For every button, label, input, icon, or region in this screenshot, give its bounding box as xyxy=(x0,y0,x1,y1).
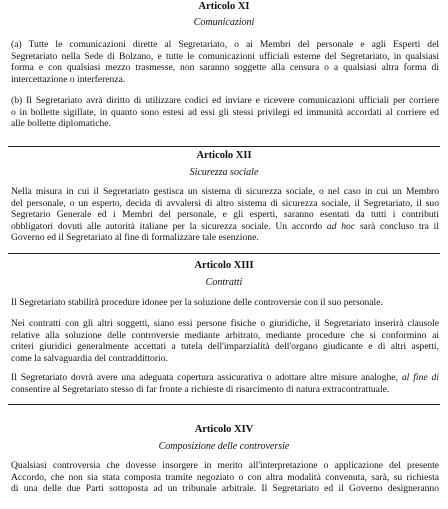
text-line: (b) Il Segretariato avrà diritto di utilizzare codici ed inviare e ricevere comunicazioni ufficiali per corriere xyxy=(11,95,439,106)
section-divider xyxy=(8,253,440,254)
text-line: Segretariato nella Sede di Bolzano, e tutte le comunicazioni ufficiali esterne del Segretariato, in qualsiasi xyxy=(11,50,439,62)
article-12-paragraph xyxy=(11,186,439,244)
article-14-paragraph xyxy=(11,460,439,495)
text-line: Segretario Generale ed i Membri del personale, e gli esperti, saranno esentati da tutti i contributi xyxy=(11,209,439,221)
article-11-paragraph-b xyxy=(11,95,439,130)
article-14-subtitle: Composizione delle controversie xyxy=(158,441,290,452)
article-11-title: Articolo XI xyxy=(198,1,250,12)
text-line: consentire al Segretariato stesso di far fronte a richieste di risarcimento di natura extracontrattuale. xyxy=(11,383,390,395)
section-divider xyxy=(8,146,440,147)
article-11-subtitle: Comunicazioni xyxy=(193,17,255,28)
text-line: forma e con qualsiasi mezzo trasmesse, non saranno soggette alla censura o a qualsiasi altra forma di xyxy=(11,62,439,74)
text-line xyxy=(11,221,439,233)
text-line: del personale, o un esperto, decida di avvalersi di altro sistema di sicurezza sociale, il Segretariato, il suo xyxy=(11,197,439,209)
article-13-paragraph-1 xyxy=(11,297,439,309)
text-line: intercettazione o interferenza. xyxy=(11,73,126,85)
article-12-title: Articolo XII xyxy=(196,150,252,161)
text-line: relative alla soluzione delle controversie mediante arbitrato, mediante procedure che si conformino ai xyxy=(11,329,439,341)
text-line: (a) Tutte le comunicazioni dirette al Segretariato, o ai Membri del personale e agli Esperti del xyxy=(11,39,439,50)
text-line: di una delle due Parti sottoposta ad un tribunale arbitrale. Il Segretariato ed il Governo designeranno xyxy=(11,483,439,495)
text-line: come la salvaguardia del contraddittorio. xyxy=(11,352,168,364)
text-line: o in bollette sigillate, in quanto sono estesi ad essi gli stessi privilegi ed immunità accordati al corriere ed xyxy=(11,106,439,118)
text-line: Nei contratti con gli altri soggetti, siano essi persone fisiche o giuridiche, il Segretariato inserirà clausole xyxy=(11,318,439,329)
text-line: Qualsiasi controversia che dovesse insorgere in merito all'interpretazione o applicazione del presente xyxy=(11,460,439,471)
emphasis-text: ad hoc xyxy=(326,220,356,232)
text-line: Nella misura in cui il Segretariato gestisca un sistema di sicurezza sociale, o nel caso in cui un Membro xyxy=(11,186,439,197)
article-11-paragraph-a xyxy=(11,39,439,85)
section-divider xyxy=(8,404,440,405)
article-13-paragraph-3 xyxy=(11,372,439,395)
text-line: Accordo, che non sia stata composta tramite negoziato o con altra modalità convenuta, sarà, su richiesta xyxy=(11,471,439,483)
text-run: Il Segretariato dovrà avere una adeguata copertura assicurativa o adottare altre misure analoghe, xyxy=(11,372,398,383)
article-12-subtitle: Sicurezza sociale xyxy=(189,167,259,178)
article-13-paragraph-2 xyxy=(11,318,439,364)
emphasis-text: al fine di xyxy=(401,372,439,383)
article-13-subtitle: Contratti xyxy=(205,277,243,288)
text-line: Governo ed il Segretariato al fine di formalizzare tale esenzione. xyxy=(11,232,259,244)
text-line xyxy=(11,372,439,384)
text-line: Il Segretariato stabilirà procedure idonee per la soluzione delle controversie con il suo personale. xyxy=(11,297,383,308)
text-line: alle bollette diplomatiche. xyxy=(11,118,111,130)
text-run: obbligatori dovuti alle autorità italiane per la sicurezza sociale. Un accordo xyxy=(11,220,323,232)
text-line: criteri giuridici generalmente accettati a tutela dell'imparzialità dell'organo giudicante e di altri aspetti, xyxy=(11,341,439,353)
text-run: sarà concluso tra il xyxy=(359,220,439,232)
article-14-title: Articolo XIV xyxy=(194,424,254,435)
article-13-title: Articolo XIII xyxy=(194,260,254,271)
